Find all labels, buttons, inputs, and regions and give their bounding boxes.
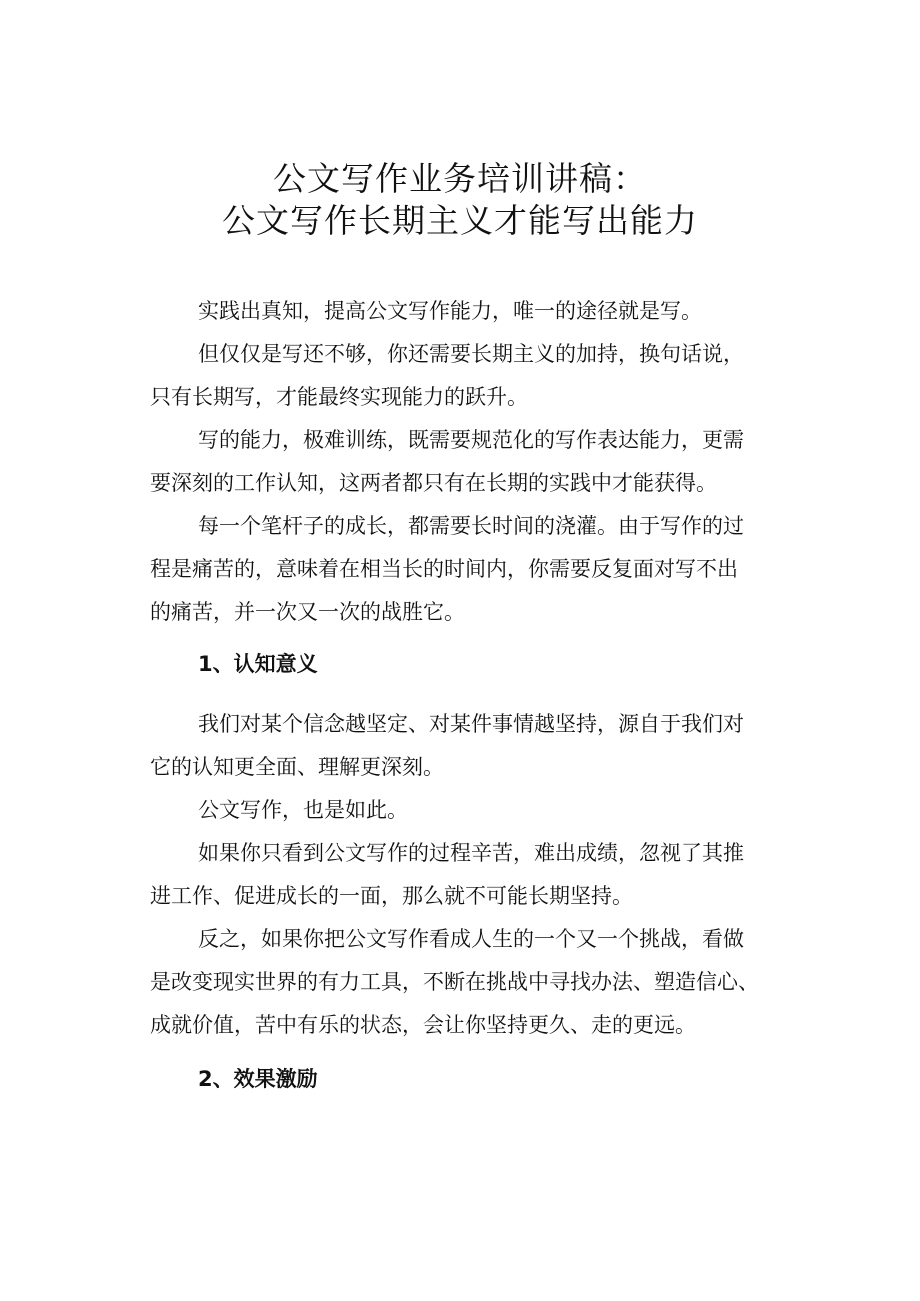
paragraph-line: 它的认知更全面、理解更深刻。 [150,755,444,779]
document-title-line-2: 公文写作长期主义才能写出能力 [222,201,698,240]
intro-section [150,290,800,634]
paragraph [150,290,800,333]
section-heading-1: 1、认知意义 [198,652,318,676]
paragraph [150,832,800,918]
paragraph-line: 但仅仅是写还不够，你还需要长期主义的加持，换句话说， [198,342,744,366]
section-heading-2: 2、效果激励 [198,1067,318,1091]
paragraph [150,789,800,832]
paragraph [150,918,800,1047]
paragraph [150,703,800,789]
paragraph-line: 是改变现实世界的有力工具，不断在挑战中寻找办法、塑造信心、 [150,970,759,994]
document-title-line-1: 公文写作业务培训讲稿： [273,159,647,198]
paragraph-line: 公文写作，也是如此。 [198,798,408,822]
paragraph-line: 进工作、促进成长的一面，那么就不可能长期坚持。 [150,884,633,908]
paragraph-line: 成就价值，苦中有乐的状态，会让你坚持更久、走的更远。 [150,1013,696,1037]
paragraph-line: 每一个笔杆子的成长，都需要长时间的浇灌。由于写作的过 [198,514,744,538]
paragraph-line: 写的能力，极难训练，既需要规范化的写作表达能力，更需 [198,428,744,452]
paragraph-line: 只有长期写，才能最终实现能力的跃升。 [150,385,528,409]
paragraph [150,505,800,634]
paragraph [150,419,800,505]
paragraph-line: 反之，如果你把公文写作看成人生的一个又一个挑战，看做 [198,927,744,951]
paragraph-line: 程是痛苦的，意味着在相当长的时间内，你需要反复面对写不出 [150,557,738,581]
paragraph-line: 的痛苦，并一次又一次的战胜它。 [150,600,465,624]
section-1 [150,703,800,1047]
paragraph-line: 如果你只看到公文写作的过程辛苦，难出成绩，忽视了其推 [198,841,744,865]
paragraph-line: 要深刻的工作认知，这两者都只有在长期的实践中才能获得。 [150,471,717,495]
paragraph-line: 我们对某个信念越坚定、对某件事情越坚持，源自于我们对 [198,712,744,736]
paragraph-line: 实践出真知，提高公文写作能力，唯一的途径就是写。 [198,299,702,323]
paragraph [150,333,800,419]
